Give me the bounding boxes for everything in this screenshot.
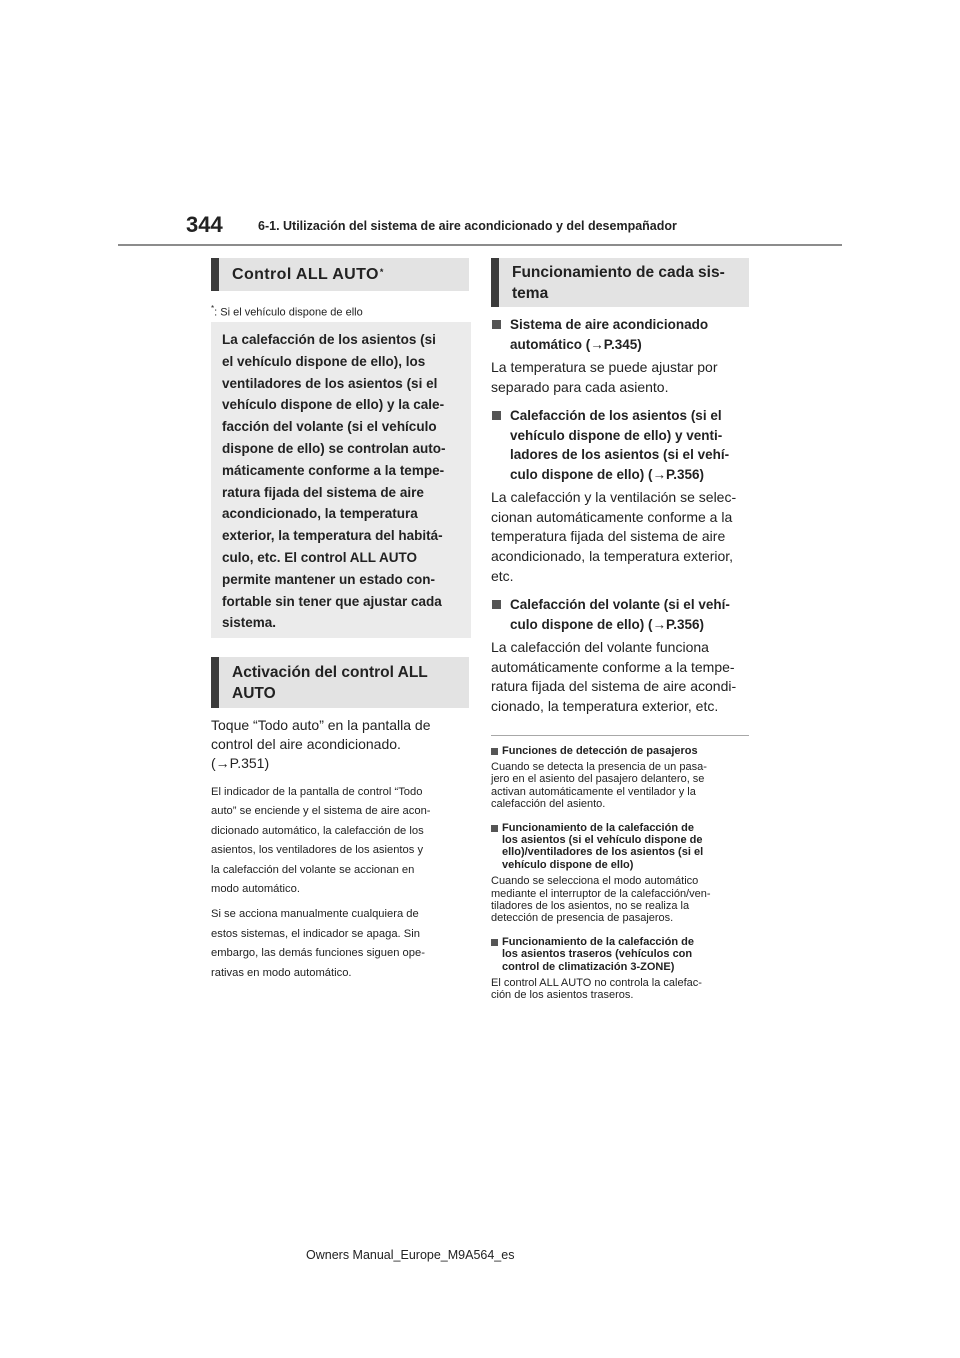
note-line: rativas en modo automático.: [211, 966, 352, 979]
summary-line: exterior, la temperatura del habitá-: [222, 528, 443, 544]
note-line: El indicador de la pantalla de control “Todo: [211, 786, 423, 798]
item-body-line: cionado, la temperatura exterior, etc.: [491, 697, 719, 714]
footnote-text: : Si el vehículo dispone de ello: [214, 306, 363, 319]
note-body-line: tiladores de los asientos, no se realiza la: [491, 900, 690, 912]
item-head-line: automático (→P.345): [510, 336, 642, 352]
activacion-body: [211, 716, 471, 983]
note-line: estos sistemas, el indicador se apaga. Sin: [211, 927, 420, 940]
heading-control-text: Control ALL AUTO: [232, 265, 379, 283]
summary-line: acondicionado, la temperatura: [222, 506, 418, 522]
square-bullet-icon: [492, 600, 501, 609]
note-head-line: los asientos (si el vehículo dispone de: [502, 833, 703, 846]
heading-activacion-line: AUTO: [232, 684, 276, 702]
section-title: 6-1. Utilización del sistema de aire acondicionado y del desempañador: [258, 219, 677, 233]
summary-line: culo, etc. El control ALL AUTO: [222, 549, 418, 565]
summary-line: permite mantener un estado con-: [222, 571, 436, 587]
summary-line: vehículo dispone de ello) y la cale-: [222, 397, 445, 413]
item-head-line: culo dispone de ello) (→P.356): [510, 466, 705, 482]
item-head-line: vehículo dispone de ello) y venti-: [510, 427, 723, 443]
item-body-line: La calefacción del volante funciona: [491, 639, 709, 656]
item-body-aire-acondicionado: [491, 358, 751, 397]
note-line: modo automático.: [211, 883, 300, 896]
item-head-line: Calefacción de los asientos (si el: [510, 408, 722, 424]
item-body-line: acondicionado, la temperatura exterior,: [491, 547, 734, 564]
activacion-note-2: [211, 905, 471, 983]
page-number: 344: [186, 212, 223, 237]
item-body-line: La temperatura se puede ajustar por: [491, 359, 718, 375]
note-body-line: mediante el interruptor de la calefacción/ven-: [491, 887, 711, 900]
note-head-line: vehículo dispone de ello): [502, 858, 634, 871]
note-heading-deteccion: [491, 745, 751, 757]
note-body-line: El control ALL AUTO no controla la calefac-: [491, 977, 702, 990]
square-bullet-icon: [491, 825, 498, 832]
note-line: la calefacción del volante se accionan en: [211, 863, 415, 876]
footnote-mark: *: [211, 304, 215, 313]
square-bullet-icon: [491, 748, 498, 755]
note-head-line: control de climatización 3-ZONE): [502, 960, 675, 973]
notes-divider: [491, 735, 749, 736]
note-body-line: Cuando se detecta la presencia de un pasa-: [491, 760, 707, 773]
note-line: embargo, las demás funciones siguen ope-: [211, 947, 425, 960]
summary-box-text: [222, 329, 463, 634]
item-body-line: temperatura fijada del sistema de aire: [491, 528, 726, 545]
note-head-line: Funcionamiento de la calefacción de: [502, 935, 694, 948]
item-body-line: La calefacción y la ventilación se selec-: [491, 489, 737, 506]
square-bullet-icon: [491, 939, 498, 946]
note-body-calefaccion-asientos: [491, 875, 751, 925]
summary-line: La calefacción de los asientos (si: [222, 332, 436, 347]
intro-line: (→P.351): [211, 755, 270, 771]
item-head-line: culo dispone de ello) (→P.356): [510, 616, 705, 632]
funcionamiento-body: [491, 315, 751, 1002]
summary-line: ventiladores de los asientos (si el: [222, 375, 438, 391]
item-body-calefaccion-asientos: [491, 488, 751, 586]
heading-control-all-auto: [211, 258, 469, 291]
heading-funcion-line: tema: [512, 284, 549, 302]
item-body-line: separado para cada asiento.: [491, 378, 669, 395]
note-body-deteccion: [491, 761, 751, 811]
heading-activacion: [211, 657, 469, 708]
note-body-asientos-traseros: [491, 977, 751, 1002]
footnote: [211, 304, 363, 319]
square-bullet-icon: [492, 320, 501, 329]
item-body-line: automáticamente conforme a la tempe-: [491, 658, 735, 675]
heading-control-mark: *: [379, 266, 384, 277]
summary-line: dispone de ello) se controlan auto-: [222, 440, 446, 456]
intro-line: Toque “Todo auto” en la pantalla de: [211, 717, 431, 733]
item-heading-calefaccion-volante: [491, 595, 751, 634]
note-body-line: activan automáticamente el ventilador y la: [491, 785, 696, 798]
item-body-line: ratura fijada del sistema de aire acondi-: [491, 678, 737, 695]
activacion-intro: [211, 716, 471, 773]
item-heading-calefaccion-asientos: [491, 406, 751, 484]
summary-line: facción del volante (si el vehículo: [222, 419, 437, 435]
summary-line: sistema.: [222, 615, 277, 631]
note-head-line: ello)/ventiladores de los asientos (si el: [502, 846, 704, 859]
item-body-line: etc.: [491, 567, 514, 584]
note-body-line: calefacción del asiento.: [491, 798, 606, 811]
item-heading-aire-acondicionado: [491, 315, 751, 354]
note-heading-asientos-traseros: [491, 936, 751, 973]
note-head-line: Funcionamiento de la calefacción de: [502, 821, 694, 834]
note-body-line: jero en el asiento del pasajero delantero, se: [491, 773, 705, 786]
summary-line: el vehículo dispone de ello), los: [222, 353, 426, 369]
item-body-calefaccion-volante: [491, 638, 751, 716]
summary-box: [211, 322, 471, 638]
note-line: dicionado automático, la calefacción de los: [211, 824, 424, 837]
heading-funcionamiento: [491, 258, 749, 307]
note-line: auto” se enciende y el sistema de aire acon-: [211, 805, 431, 818]
summary-line: máticamente conforme a la tempe-: [222, 462, 445, 478]
activacion-note-1: [211, 783, 471, 899]
item-head-line: ladores de los asientos (si el vehí-: [510, 447, 730, 463]
note-head-line: los asientos traseros (vehículos con: [502, 948, 693, 961]
note-body-line: Cuando se selecciona el modo automático: [491, 875, 699, 888]
footer-text: Owners Manual_Europe_M9A564_es: [306, 1248, 515, 1262]
note-body-line: detección de presencia de pasajeros.: [491, 912, 674, 925]
header-divider: [118, 244, 842, 246]
note-line: Si se acciona manualmente cualquiera de: [211, 908, 419, 921]
note-heading-calefaccion-asientos: [491, 822, 751, 872]
heading-activacion-line: Activación del control ALL: [232, 663, 428, 681]
square-bullet-icon: [492, 411, 501, 420]
item-head-line: Sistema de aire acondicionado: [510, 317, 709, 332]
note-body-line: ción de los asientos traseros.: [491, 989, 634, 1002]
summary-line: fortable sin tener que ajustar cada: [222, 593, 442, 609]
note-line: asientos, los ventiladores de los asientos y: [211, 844, 424, 857]
summary-line: ratura fijada del sistema de aire: [222, 484, 424, 500]
item-head-line: Calefacción del volante (si el vehí-: [510, 597, 730, 613]
heading-funcion-line: Funcionamiento de cada sis-: [512, 263, 725, 281]
item-body-line: cionan automáticamente conforme a la: [491, 508, 733, 525]
intro-line: control del aire acondicionado.: [211, 736, 401, 752]
note-head-line: Funciones de detección de pasajeros: [502, 744, 698, 757]
